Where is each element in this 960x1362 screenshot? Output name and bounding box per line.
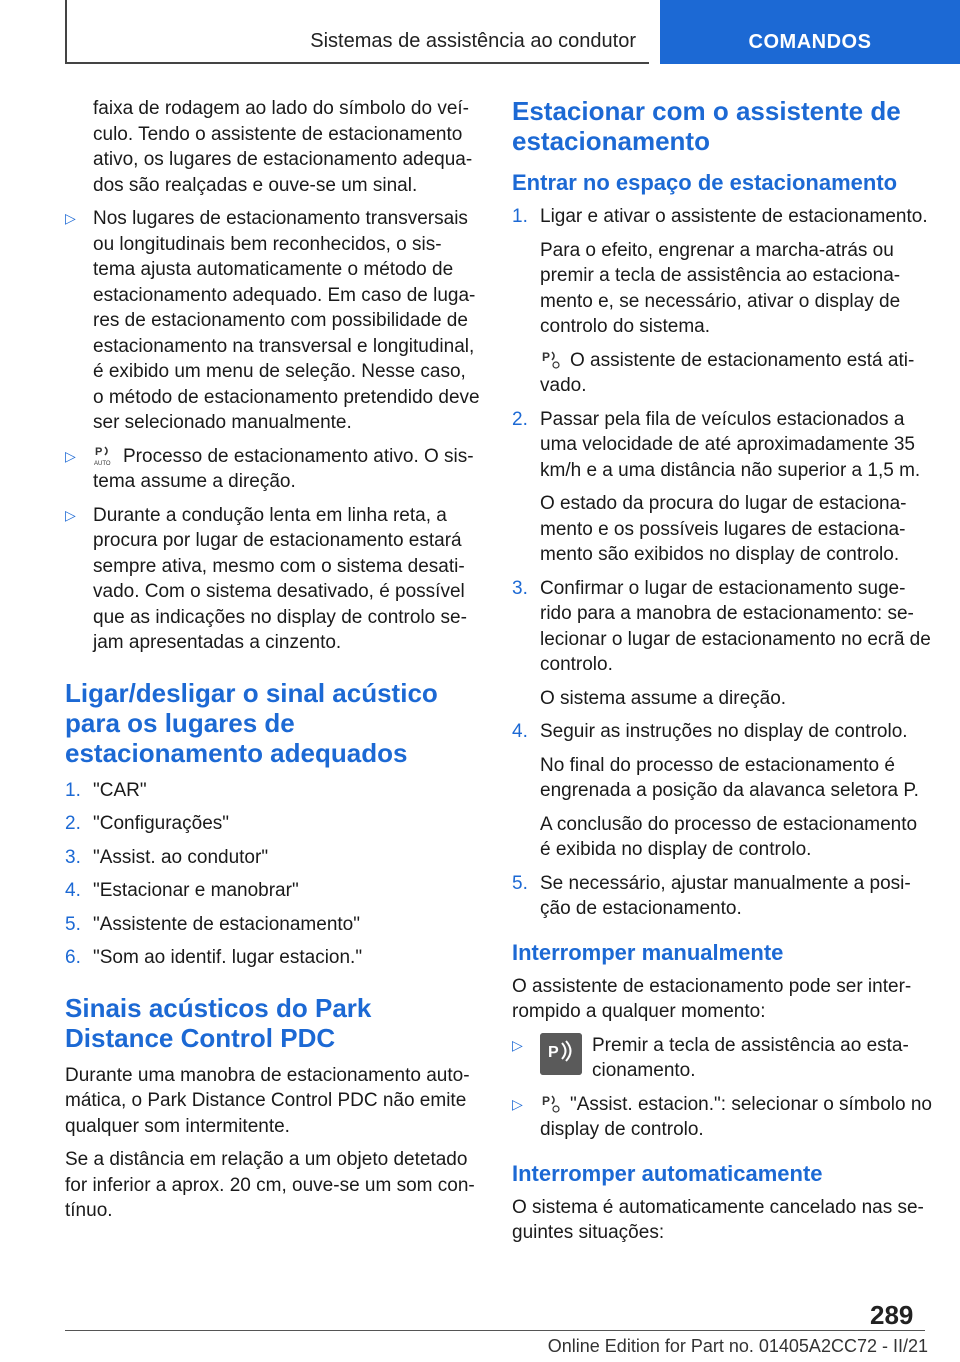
- step-detail: A conclusão do processo de estacionamento é exibida no display de controlo.: [540, 813, 918, 860]
- svg-text:P: P: [95, 445, 103, 458]
- step-item: 3. Confirmar o lugar de estacionamento suge-rido para a manobra de estacionamento: se-lecionar o lugar de estacionamento no ecrã de controlo.: [512, 577, 931, 675]
- step-item: 3. "Assist. ao condutor": [65, 846, 269, 868]
- step-item: 4. Seguir as instruções no display de controlo.: [512, 721, 908, 742]
- manual-paragraph: O assistente de estacionamento pode ser inter-rompido a qualquer momento:: [512, 975, 912, 1022]
- list-item: ▷ Durante a condução lenta em linha reta, a procura por lugar de estacionamento estará sempre ativa, mesmo com o sistema desati-vado. Com o sistema desativado, é possível que as indicações no display de controlo se-jam apresentadas a cinzento.: [65, 504, 467, 653]
- step-item: 2. Passar pela fila de veículos estacionados a uma velocidade de até aproximadamente 35 km/h e a uma distância não superior a 1,5 m.: [512, 408, 921, 481]
- park-assist-auto-icon: [93, 444, 115, 466]
- list-item: ▷ P Premir a tecla de assistência ao esta-cionamento.: [512, 1034, 909, 1081]
- triangle-bullet-icon: ▷: [65, 447, 76, 464]
- page-header: [0, 0, 960, 64]
- heading-enter-space: Entrar no espaço de estacionamento: [512, 170, 898, 195]
- park-assist-button-icon: [540, 1033, 582, 1075]
- triangle-bullet-icon: ▷: [512, 1036, 523, 1053]
- heading-park-assist: Estacionar com o assistente de estacionamento: [512, 96, 901, 156]
- page-number: 289: [870, 1300, 914, 1330]
- list-item: ▷ Nos lugares de estacionamento transversais ou longitudinais bem reconhecidos, o sis-tema ajusta automaticamente o método de estacionamento adequado. Em caso de luga-res de estacionamento com possibilidade de estacionamento na transversal e longitudinal, é exibido um menu de seleção. Nesse caso, o método de estacionamento pretendido deve ser selecionado manualmente.: [65, 208, 480, 433]
- step-item: 4. "Estacionar e manobrar": [65, 880, 299, 901]
- list-item: ▷ P "Assist. estacion.": selecionar o símbolo no display de controlo.: [512, 1093, 932, 1140]
- footer-divider: [65, 1330, 925, 1331]
- list-item: ▷ P AUTO Processo de estacionamento ativo. O sis-tema assume a direção.: [65, 445, 474, 492]
- triangle-bullet-icon: ▷: [512, 1095, 523, 1112]
- step-detail: O sistema assume a direção.: [540, 687, 787, 709]
- step-detail: No final do processo de estacionamento é engrenada a posição da alavanca seletora P.: [540, 754, 919, 801]
- svg-text:AUTO: AUTO: [94, 460, 111, 466]
- header-underline: [65, 62, 649, 64]
- left-column: [65, 96, 480, 1232]
- section-title: Sistemas de assistência ao condutor: [310, 30, 636, 52]
- right-column: [512, 96, 932, 1254]
- heading-interrupt-auto: Interromper automaticamente: [512, 1160, 823, 1186]
- intro-paragraph: faixa de rodagem ao lado do símbolo do veí-culo. Tendo o assistente de estacionamento ativo, os lugares de estacionamento adequa-dos são realçadas e ouve-se um sinal.: [93, 98, 473, 196]
- svg-text:P: P: [542, 1093, 551, 1108]
- park-assist-icon: [540, 1092, 562, 1114]
- heading-interrupt-manual: Interromper manualmente: [512, 939, 784, 965]
- step-item: 6. "Som ao identif. lugar estacion.": [65, 947, 363, 968]
- park-assist-icon: [540, 348, 562, 370]
- header-divider: [65, 0, 67, 64]
- pdc-paragraph-2: Se a distância em relação a um objeto detetado for inferior a aprox. 20 cm, ouve-se um som con-tínuo.: [65, 1149, 475, 1221]
- step-item: 1. Ligar e ativar o assistente de estacionamento.: [512, 206, 928, 227]
- triangle-bullet-icon: ▷: [65, 210, 76, 226]
- heading-pdc-signals: Sinais acústicos do Park Distance Control PDC: [65, 992, 372, 1053]
- step-item: 5. Se necessário, ajustar manualmente a posi-ção de estacionamento.: [512, 872, 911, 919]
- triangle-bullet-icon: ▷: [65, 506, 76, 523]
- svg-text:P: P: [548, 1043, 559, 1061]
- step-item: 5. "Assistente de estacionamento": [65, 913, 360, 935]
- step-detail: Para o efeito, engrenar a marcha-atrás ou premir a tecla de assistência ao estaciona-mento e, se necessário, ativar o display de controlo do sistema.: [540, 239, 901, 337]
- heading-acoustic-signal: Ligar/desligar o sinal acústico para os lugares de estacionamento adequados: [65, 677, 438, 768]
- step-detail: O estado da procura do lugar de estaciona-mento e os possíveis lugares de estaciona-mento são exibidos no display de controlo.: [540, 493, 907, 565]
- auto-paragraph: O sistema é automaticamente cancelado nas se-guintes situações:: [512, 1196, 924, 1243]
- step-detail: P O assistente de estacionamento está ati-vado.: [540, 349, 915, 396]
- edition-footer: Online Edition for Part no. 01405A2CC72 - II/21: [547, 1336, 928, 1356]
- chapter-tab[interactable]: COMANDOS: [660, 0, 960, 64]
- step-item: 2. "Configurações": [65, 813, 230, 834]
- svg-text:P: P: [542, 349, 551, 364]
- pdc-paragraph-1: Durante uma manobra de estacionamento auto-mática, o Park Distance Control PDC não emite qualquer som intermitente.: [65, 1064, 470, 1137]
- step-item: 1. "CAR": [65, 779, 147, 801]
